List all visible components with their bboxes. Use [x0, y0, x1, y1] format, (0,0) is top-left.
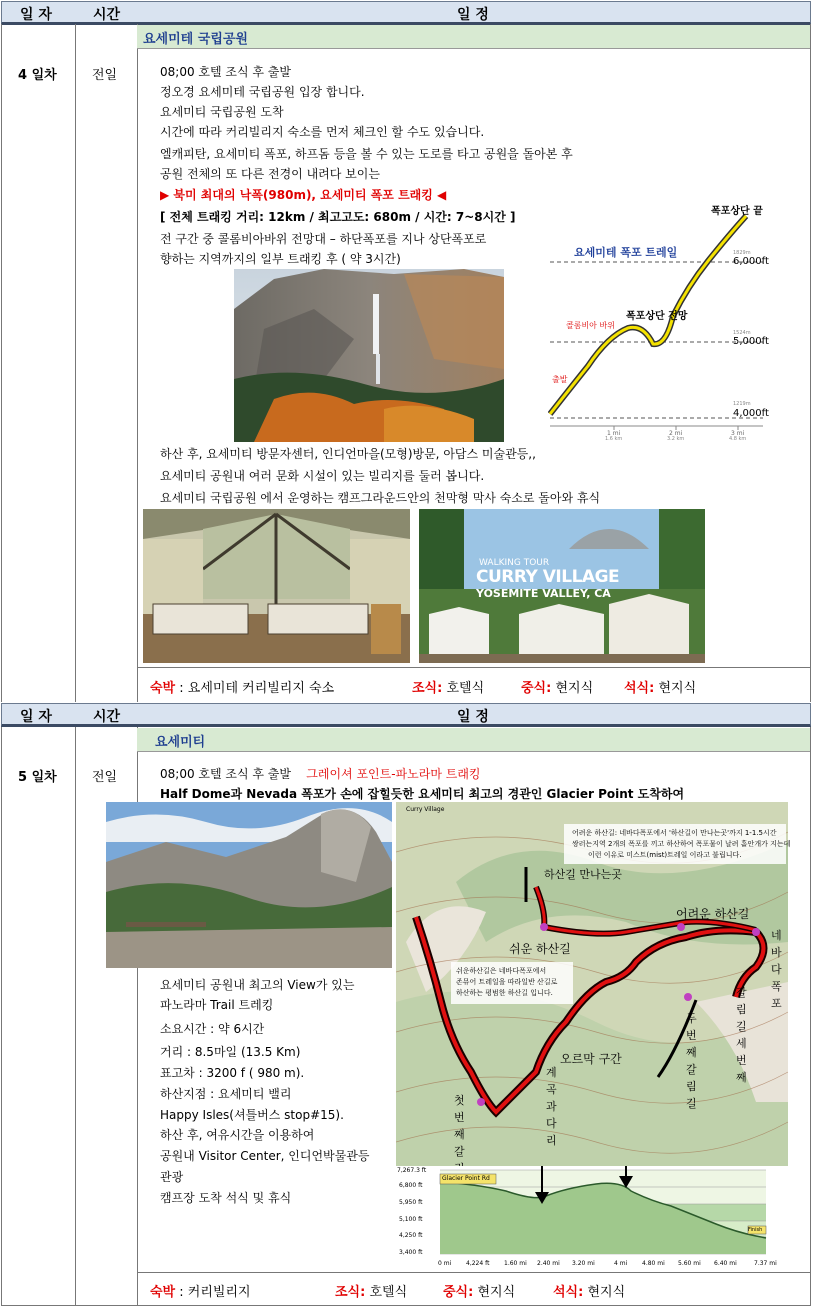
- day5-left-8: 하산 후, 여유시간을 이용하여: [160, 1128, 315, 1142]
- profile-k1: 1.6 km: [605, 436, 623, 442]
- elev-tick-1: 6,800 ft: [399, 1182, 423, 1189]
- map-second-fork-label: 두번째갈림길: [686, 1012, 697, 1110]
- day-label-4: 4 일차: [18, 68, 57, 83]
- day5-left-10: 관광: [160, 1170, 184, 1184]
- day4-line-10: 요세미티 공원내 여러 문화 시설이 있는 빌리지를 둘러 봅니다.: [160, 469, 485, 483]
- map-meet-label: 하산길 만나는곳: [544, 868, 622, 881]
- day5-left-11: 캠프장 도착 석식 및 휴식: [160, 1191, 292, 1205]
- day4-lunch: 중식: 현지식: [521, 681, 594, 696]
- section-title-day4: 요세미테 국립공원: [143, 32, 248, 47]
- day5-lunch: 중식: 현지식: [443, 1285, 516, 1300]
- header2-schedule: 일 정: [457, 709, 489, 725]
- table-header-2: [1, 703, 811, 727]
- day4-line-7: 전 구간 중 콜롬비아바위 전망대 – 하단폭포를 지나 상단폭포로: [160, 232, 487, 246]
- dist-tick-2: 1.60 mi: [504, 1260, 527, 1267]
- day5-stay: 숙박 : 커리빌리지: [150, 1285, 251, 1300]
- map-note2-c: 하산하는 평범한 하산길 입니다.: [456, 989, 553, 997]
- profile-y3: 4,000ft: [733, 408, 769, 419]
- dist-tick-3: 2.40 mi: [537, 1260, 560, 1267]
- dist-tick-5: 4 mi: [614, 1260, 628, 1267]
- map-nevada-label: 네바다폭포: [771, 929, 782, 1010]
- map-uphill-label: 오르막 구간: [560, 1052, 622, 1066]
- profile-k2: 3.2 km: [667, 436, 685, 442]
- day4-breakfast: 조식: 호텔식: [412, 681, 485, 696]
- day5-dinner: 석식: 현지식: [553, 1285, 626, 1300]
- time-label-4: 전일: [92, 68, 118, 83]
- curry-village-title: CURRY VILLAGE: [476, 567, 620, 587]
- day4-line-9: 하산 후, 요세미티 방문자센터, 인디언마을(모형)방문, 아담스 미술관등,,: [160, 447, 536, 461]
- table-header-1: [1, 1, 811, 25]
- elev-tick-2: 5,950 ft: [399, 1199, 423, 1206]
- map-note1-b: 쌍러는지역 2개의 폭포를 끼고 하산하여 폭포물이 날려 흩안개가 지는데: [572, 840, 791, 848]
- profile-title: 요세미테 폭포 트레일: [574, 246, 678, 259]
- map-note2-b: 존뮤어 트레일을 따라일반 산길로: [456, 978, 558, 986]
- day5-left-2: 파노라마 Trail 트레킹: [160, 998, 274, 1012]
- profile-y1: 6,000ft: [733, 256, 769, 267]
- yosemite-falls-photo: [234, 269, 504, 442]
- elev-finish-label: Finish: [748, 1227, 763, 1233]
- map-note1-c: 이런 이유로 미스트(mist)트레일 이라고 불립니다.: [588, 851, 742, 859]
- profile-start-label: 출발: [552, 375, 568, 384]
- day5-left-3: 소요시간 : 약 6시간: [160, 1022, 265, 1036]
- day4-dinner: 석식: 현지식: [624, 681, 697, 696]
- dist-tick-0: 0 mi: [438, 1260, 452, 1267]
- curry-village-subtitle: YOSEMITE VALLEY, CA: [476, 587, 611, 600]
- day4-line-2: 정오경 요세미테 국립공원 입장 합니다.: [160, 85, 365, 99]
- profile-end-label: 폭포상단 끝: [711, 206, 763, 217]
- profile-m2: 1524m: [733, 330, 751, 336]
- profile-y2: 5,000ft: [733, 336, 769, 347]
- elev-tick-0: 7,267.3 ft: [397, 1167, 427, 1174]
- header2-date: 일 자: [20, 709, 52, 725]
- day5-left-1: 요세미티 공원내 최고의 View가 있는: [160, 978, 355, 992]
- profile-mid-label: 폭포상단 전망: [626, 311, 688, 322]
- day5-left-7: Happy Isles(셔틀버스 stop#15).: [160, 1108, 344, 1122]
- day5-breakfast: 조식: 호텔식: [335, 1285, 408, 1300]
- map-note1-a: 어려운 하산길: 네바다폭포에서 '하산길이 만나는곳'까지 1-1.5시간: [572, 829, 777, 837]
- elev-glacier-label: Glacier Point Rd: [442, 1175, 490, 1182]
- dist-tick-6: 4.80 mi: [642, 1260, 665, 1267]
- day5-line-2: Half Dome과 Nevada 폭포가 손에 잡힐듯한 요세미티 최고의 경관인 Glacier Point 도착하여: [160, 787, 685, 801]
- day4-line-8: 향하는 지역까지의 일부 트래킹 후 ( 약 3시간): [160, 252, 401, 266]
- map-first-fork-label: 첫번째갈: [454, 1094, 465, 1158]
- elev-tick-3: 5,100 ft: [399, 1216, 423, 1223]
- tent-interior-photo: [143, 509, 410, 663]
- day4-line-4: 시간에 따라 커리빌리지 숙소를 먼저 체크인 할 수도 있습니다.: [160, 125, 485, 139]
- header-time: 시간: [93, 7, 121, 23]
- header2-time: 시간: [93, 709, 121, 725]
- day4-stats: [ 전체 트래킹 거리: 12km / 최고고도: 680m / 시간: 7~8시간 ]: [160, 210, 516, 224]
- glacier-point-photo: [106, 802, 392, 968]
- profile-x3: 3 mi: [731, 430, 745, 437]
- curry-village-photo: [419, 509, 705, 663]
- day5-left-4: 거리 : 8.5마일 (13.5 Km): [160, 1045, 301, 1059]
- map-hard-label: 어려운 하산길: [676, 907, 750, 921]
- profile-x2: 2 mi: [669, 430, 683, 437]
- section-bar-day4: [137, 25, 810, 49]
- day4-line-11: 요세미티 국립공원 에서 운영하는 캠프그라운드안의 천막형 막사 숙소로 돌아와 휴식: [160, 491, 601, 505]
- day5-left-5: 표고차 : 3200 f ( 980 m).: [160, 1066, 305, 1080]
- day4-stay: 숙박 : 요세미테 커리빌리지 숙소: [150, 681, 335, 696]
- elev-tick-4: 4,250 ft: [399, 1232, 423, 1239]
- day4-line-1: 08;00 호텔 조식 후 출발: [160, 65, 291, 79]
- dist-tick-8: 6.40 mi: [714, 1260, 737, 1267]
- time-label-5: 전일: [92, 770, 118, 785]
- section-bar-day5: [137, 728, 810, 752]
- profile-k3: 4.8 km: [729, 436, 747, 442]
- panorama-elevation-profile: [396, 1166, 788, 1270]
- panorama-trail-map: [396, 802, 791, 1166]
- dist-tick-1: 4,224 ft: [466, 1260, 490, 1267]
- profile-m1: 1829m: [733, 250, 751, 256]
- header-schedule: 일 정: [457, 7, 489, 23]
- falls-trail-profile: [548, 196, 770, 444]
- profile-col-label: 콜롬비아 바위: [566, 321, 615, 330]
- map-easy-label: 쉬운 하산길: [509, 942, 571, 956]
- section-title-day5: 요세미티: [155, 735, 206, 750]
- elev-tick-5: 3,400 ft: [399, 1249, 423, 1256]
- dist-tick-4: 3.20 mi: [572, 1260, 595, 1267]
- day4-line-5: 엘캐피탄, 요세미티 폭포, 하프돔 등을 볼 수 있는 도로를 타고 공원을 돌아본 후: [160, 147, 573, 161]
- curry-walking-tour: WALKING TOUR: [479, 558, 550, 568]
- dist-tick-9: 7.37 mi: [754, 1260, 777, 1267]
- profile-x1: 1 mi: [607, 430, 621, 437]
- day5-left-9: 공원내 Visitor Center, 인디언박물관등: [160, 1149, 370, 1163]
- profile-m3: 1219m: [733, 401, 751, 407]
- dist-tick-7: 5.60 mi: [678, 1260, 701, 1267]
- map-third-fork-label: 갈림길세번째: [736, 986, 747, 1084]
- day4-line-6: 공원 전체의 또 다른 전경이 내려다 보이는: [160, 167, 380, 181]
- map-curry-label: Curry Village: [406, 806, 445, 813]
- header-date: 일 자: [20, 7, 52, 23]
- day5-line-1: 08;00 호텔 조식 후 출발 그레이셔 포인트-파노라마 트래킹: [160, 767, 481, 781]
- map-note2-a: 쉬운하산길은 네바다폭포에서: [456, 967, 547, 975]
- day5-left-6: 하산지점 : 요세미티 밸리: [160, 1087, 292, 1101]
- day4-highlight: ▶ 북미 최대의 낙폭(980m), 요세미티 폭포 트래킹 ◀: [160, 188, 447, 202]
- day4-line-3: 요세미티 국립공원 도착: [160, 105, 284, 119]
- day-label-5: 5 일차: [18, 770, 57, 785]
- map-valley-label: 계곡과다리: [546, 1066, 557, 1147]
